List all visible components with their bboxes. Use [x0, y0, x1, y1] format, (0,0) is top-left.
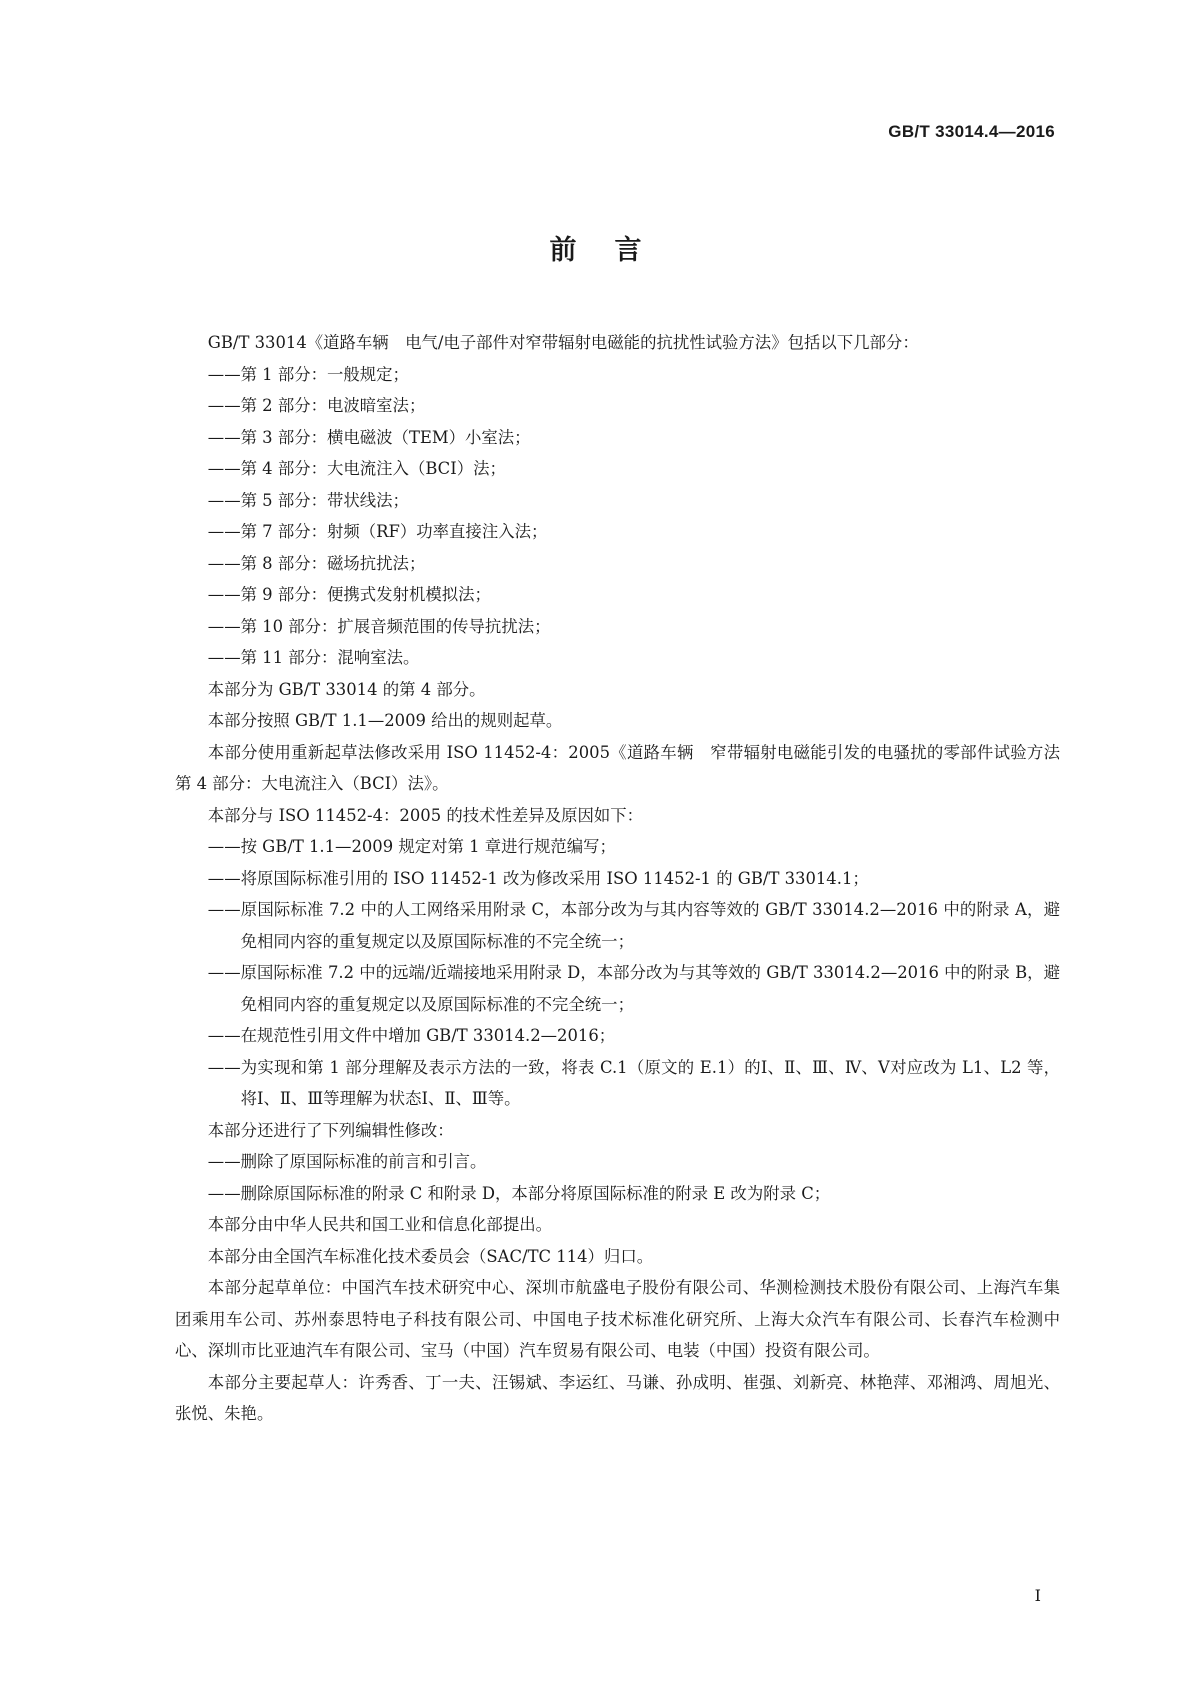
list-item: ——原国际标准 7.2 中的人工网络采用附录 C，本部分改为与其内容等效的 GB/T 33014.2—2016 中的附录 A，避免相同内容的重复规定以及原国际标准的不完全统一；	[207, 900, 1060, 951]
paragraph: GB/T 33014《道路车辆 电气/电子部件对窄带辐射电磁能的抗扰性试验方法》包括以下几部分：	[207, 333, 919, 352]
list-item: ——第 8 部分：磁场抗扰法；	[207, 553, 426, 573]
list-item: ——第 1 部分：一般规定；	[207, 364, 409, 384]
list-item: ——第 3 部分：横电磁波（TEM）小室法；	[207, 427, 531, 447]
page-number: I	[1034, 1586, 1041, 1605]
paragraph: 本部分与 ISO 11452-4：2005 的技术性差异及原因如下：	[207, 805, 644, 825]
list-item: ——删除了原国际标准的前言和引言。	[207, 1152, 487, 1171]
document-body	[175, 327, 1077, 1430]
list-item: ——第 11 部分：混响室法。	[207, 648, 420, 667]
paragraph: 本部分按照 GB/T 1.1—2009 给出的规则起草。	[207, 711, 563, 730]
paragraph: 本部分由全国汽车标准化技术委员会（SAC/TC 114）归口。	[207, 1246, 654, 1266]
standard-number: GB/T 33014.4—2016	[888, 122, 1055, 141]
paragraph: 本部分为 GB/T 33014 的第 4 部分。	[207, 679, 486, 699]
paragraph: 本部分使用重新起草法修改采用 ISO 11452-4：2005《道路车辆 窄带辐射电磁能引发的电骚扰的零部件试验方法 第 4 部分：大电流注入（BCI）法》。	[175, 742, 1077, 793]
paragraph: 本部分还进行了下列编辑性修改：	[207, 1120, 454, 1140]
list-item: ——第 2 部分：电波暗室法；	[207, 396, 426, 415]
list-item: ——第 10 部分：扩展音频范围的传导抗扰法；	[207, 616, 551, 636]
list-item: ——删除原国际标准的附录 C 和附录 D，本部分将原国际标准的附录 E 改为附录 C；	[207, 1183, 831, 1203]
paragraph: 本部分起草单位：中国汽车技术研究中心、深圳市航盛电子股份有限公司、华测检测技术股份有限公司、上海汽车集团乘用车公司、苏州泰思特电子科技有限公司、中国电子技术标准化研究所、上海大众汽车有限公司、长春汽车检测中心、深圳市比亚迪汽车有限公司、宝马（中国）汽车贸易有限公司、电装（中国）投资有限公司。	[175, 1278, 1060, 1360]
paragraph: 本部分主要起草人：许秀香、丁一夫、汪锡斌、李运红、马谦、孙成明、崔强、刘新亮、林艳萍、邓湘鸿、周旭光、张悦、朱艳。	[175, 1372, 1060, 1423]
list-item: ——原国际标准 7.2 中的远端/近端接地采用附录 D，本部分改为与其等效的 GB/T 33014.2—2016 中的附录 B，避免相同内容的重复规定以及原国际标准的不完全统一；	[207, 963, 1060, 1014]
paragraph: 本部分由中华人民共和国工业和信息化部提出。	[207, 1215, 552, 1234]
list-item: ——在规范性引用文件中增加 GB/T 33014.2—2016；	[207, 1026, 616, 1045]
list-item: ——按 GB/T 1.1—2009 规定对第 1 章进行规范编写；	[207, 837, 616, 856]
list-item: ——将原国际标准引用的 ISO 11452-1 改为修改采用 ISO 11452-1 的 GB/T 33014.1；	[207, 868, 869, 888]
list-item: ——第 5 部分：带状线法；	[207, 490, 409, 510]
list-item: ——第 7 部分：射频（RF）功率直接注入法；	[207, 522, 548, 541]
list-item: ——第 9 部分：便携式发射机模拟法；	[207, 585, 491, 604]
list-item: ——第 4 部分：大电流注入（BCI）法；	[207, 459, 506, 478]
page-title: 前言	[549, 235, 680, 266]
list-item: ——为实现和第 1 部分理解及表示方法的一致，将表 C.1（原文的 E.1）的Ⅰ、Ⅱ、Ⅲ、Ⅳ、Ⅴ对应改为 L1、L2 等，将Ⅰ、Ⅱ、Ⅲ等理解为状态Ⅰ、Ⅱ、Ⅲ等。	[207, 1057, 1060, 1108]
